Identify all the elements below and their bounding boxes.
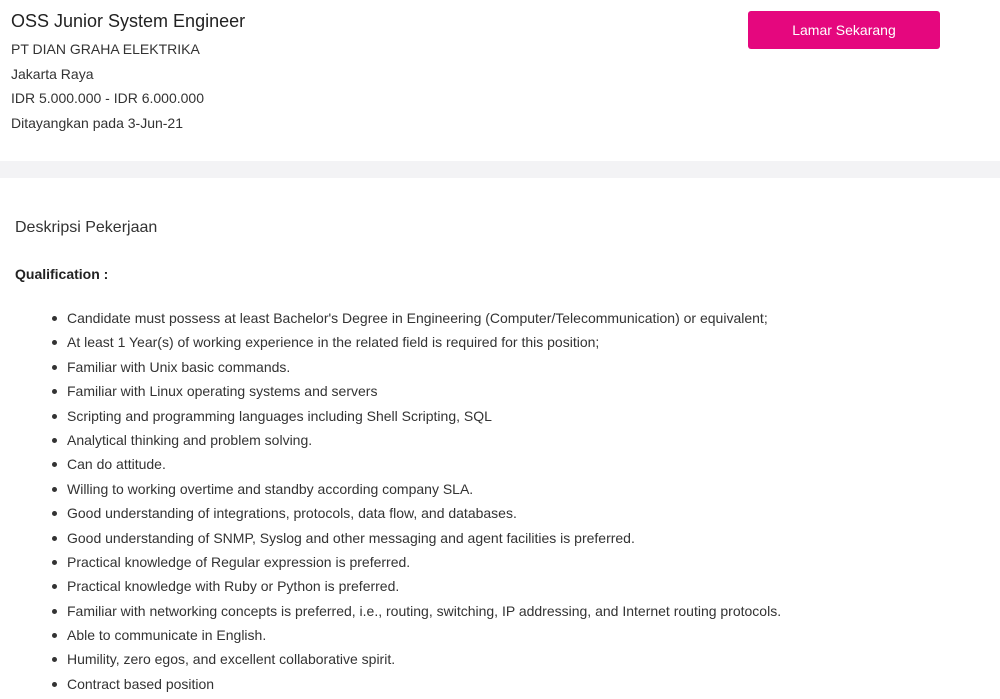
list-item: Good understanding of SNMP, Syslog and other messaging and agent facilities is preferred.	[0, 529, 781, 553]
job-location: Jakarta Raya	[11, 66, 94, 82]
list-item: Practical knowledge of Regular expression is preferred.	[0, 553, 781, 577]
list-item: Good understanding of integrations, protocols, data flow, and databases.	[0, 504, 781, 528]
list-item: Humility, zero egos, and excellent collaborative spirit.	[0, 650, 781, 674]
job-salary: IDR 5.000.000 - IDR 6.000.000	[11, 90, 205, 106]
apply-now-button[interactable]: Lamar Sekarang	[748, 11, 940, 49]
section-title: Deskripsi Pekerjaan	[15, 219, 158, 236]
list-item: Practical knowledge with Ruby or Python is preferred.	[0, 577, 781, 601]
list-item: Analytical thinking and problem solving.	[0, 431, 781, 455]
list-item: Contract based position	[0, 675, 781, 699]
list-item: Familiar with Unix basic commands.	[0, 358, 781, 382]
company-name[interactable]: PT DIAN GRAHA ELEKTRIKA	[11, 41, 200, 57]
section-divider	[0, 161, 1000, 178]
list-item: Scripting and programming languages including Shell Scripting, SQL	[0, 407, 781, 431]
list-item: Able to communicate in English.	[0, 626, 781, 650]
list-item: At least 1 Year(s) of working experience in the related field is required for this position;	[0, 333, 781, 357]
list-item: Familiar with Linux operating systems and servers	[0, 382, 781, 406]
posted-date: Ditayangkan pada 3-Jun-21	[11, 115, 184, 131]
list-item: Candidate must possess at least Bachelor's Degree in Engineering (Computer/Telecommunication) or equivalent;	[0, 309, 781, 333]
job-title: OSS Junior System Engineer	[11, 11, 246, 31]
list-item: Willing to working overtime and standby according company SLA.	[0, 480, 781, 504]
list-item: Familiar with networking concepts is preferred, i.e., routing, switching, IP addressing, and Internet routing protocols.	[0, 602, 781, 626]
qualification-heading: Qualification :	[15, 266, 109, 282]
job-header	[0, 0, 1000, 161]
qualification-list	[0, 309, 781, 699]
list-item: Can do attitude.	[0, 455, 781, 479]
